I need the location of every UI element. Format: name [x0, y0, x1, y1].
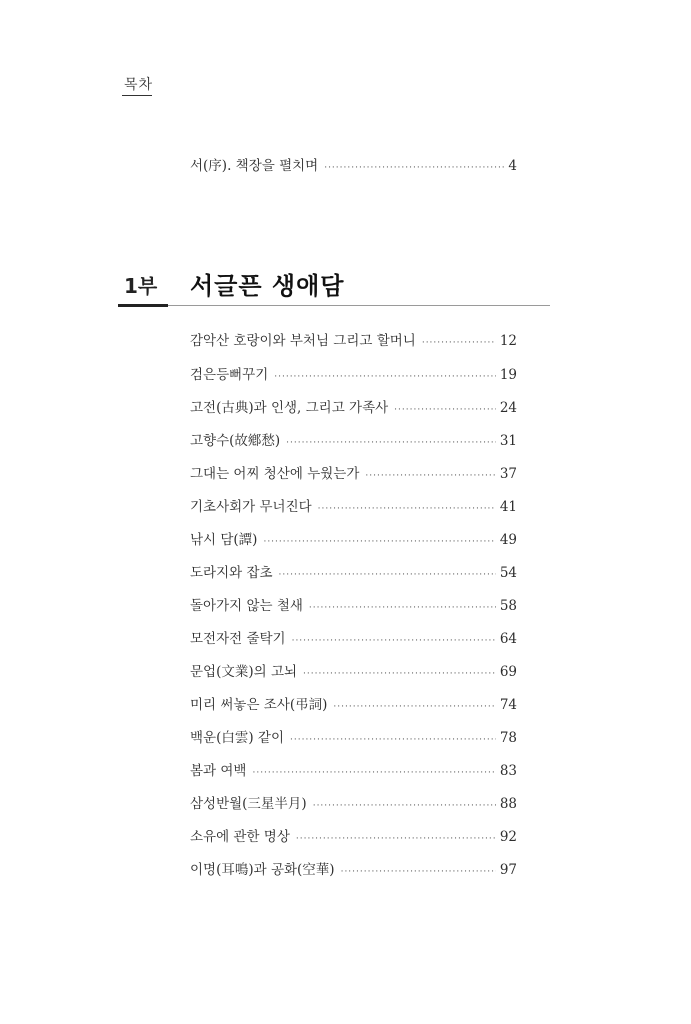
- part-divider-accent: [118, 304, 168, 307]
- toc-entry-title: 낚시 담(譚): [190, 532, 258, 548]
- toc-leader-dots: [313, 797, 496, 815]
- toc-entry[interactable]: [190, 531, 517, 551]
- toc-leader-dots: [279, 566, 496, 584]
- toc-entry-page: 74: [499, 697, 517, 713]
- toc-entry-title: 삼성반월(三星半月): [190, 796, 307, 812]
- toc-leader-dots: [318, 500, 496, 518]
- toc-entry-title: 돌아가지 않는 철새: [190, 598, 303, 614]
- toc-entry-page: 4: [508, 158, 517, 174]
- toc-entry-title: 기초사회가 무너진다: [190, 499, 312, 515]
- toc-entry[interactable]: [190, 498, 517, 518]
- toc-leader-dots: [274, 368, 496, 386]
- toc-entry-title: 서(序). 책장을 펼치며: [190, 158, 319, 174]
- toc-entry-title: 소유에 관한 명상: [190, 829, 290, 845]
- toc-entry[interactable]: [190, 399, 517, 419]
- toc-leader-dots: [290, 731, 496, 749]
- toc-leader-dots: [333, 698, 495, 716]
- toc-entry-page: 97: [499, 862, 517, 878]
- toc-entry[interactable]: [190, 762, 517, 782]
- toc-entry[interactable]: [190, 332, 517, 352]
- header-underline: [122, 95, 152, 96]
- toc-entry[interactable]: [190, 861, 517, 881]
- toc-entry-page: 69: [499, 664, 517, 680]
- toc-entry-page: 88: [499, 796, 517, 812]
- toc-entry-page: 41: [499, 499, 517, 515]
- part-number: 1부: [124, 274, 158, 298]
- toc-leader-dots: [422, 334, 496, 352]
- part-divider: [118, 305, 550, 306]
- toc-entry-title: 문업(文業)의 고뇌: [190, 664, 298, 680]
- toc-entry-page: 54: [499, 565, 517, 581]
- toc-leader-dots: [303, 665, 496, 683]
- toc-entry-page: 92: [499, 829, 517, 845]
- toc-entry-title: 고향수(故鄕愁): [190, 433, 281, 449]
- toc-leader-dots: [341, 863, 496, 881]
- toc-entry[interactable]: [190, 828, 517, 848]
- toc-entry-page: 31: [499, 433, 517, 449]
- toc-entry-title: 백운(白雲) 같이: [190, 730, 284, 746]
- toc-entry[interactable]: [190, 465, 517, 485]
- toc-leader-dots: [394, 401, 496, 419]
- toc-entry[interactable]: [190, 366, 517, 386]
- toc-leader-dots: [296, 830, 496, 848]
- toc-entry-page: 78: [499, 730, 517, 746]
- toc-leader-dots: [309, 599, 496, 617]
- toc-entry-page: 37: [499, 466, 517, 482]
- toc-entry-title: 모전자전 줄탁기: [190, 631, 286, 647]
- toc-entry[interactable]: [190, 564, 517, 584]
- toc-entry-page: 49: [499, 532, 517, 548]
- toc-entry-title: 그대는 어찌 청산에 누웠는가: [190, 466, 360, 482]
- toc-entry-title: 검은등뻐꾸기: [190, 367, 269, 383]
- toc-leader-dots: [263, 533, 495, 551]
- toc-entry-title: 고전(古典)과 인생, 그리고 가족사: [190, 400, 389, 416]
- toc-entry[interactable]: [190, 432, 517, 452]
- toc-entry-page: 24: [499, 400, 517, 416]
- toc-entry-title: 도라지와 잡초: [190, 565, 273, 581]
- toc-entry-page: 12: [499, 333, 517, 349]
- toc-entry[interactable]: [190, 696, 517, 716]
- part-title: 서글픈 생애담: [190, 272, 345, 300]
- toc-header-label: 목차: [124, 77, 154, 93]
- toc-entry-page: 83: [499, 763, 517, 779]
- toc-entry[interactable]: [190, 663, 517, 683]
- toc-entry[interactable]: [190, 729, 517, 749]
- toc-entry-page: 19: [499, 367, 517, 383]
- toc-entry-title: 감악산 호랑이와 부처님 그리고 할머니: [190, 333, 416, 349]
- toc-leader-dots: [292, 632, 496, 650]
- toc-leader-dots: [286, 434, 496, 452]
- toc-entry[interactable]: [190, 795, 517, 815]
- toc-entry-preface[interactable]: [190, 157, 517, 177]
- toc-entry-title: 봄과 여백: [190, 763, 247, 779]
- toc-entry-page: 64: [499, 631, 517, 647]
- toc-leader-dots: [365, 467, 495, 485]
- toc-entry-title: 이명(耳鳴)과 공화(空華): [190, 862, 335, 878]
- toc-entry-title: 미리 써놓은 조사(弔詞): [190, 697, 328, 713]
- toc-entry-page: 58: [499, 598, 517, 614]
- toc-entry[interactable]: [190, 630, 517, 650]
- toc-leader-dots: [324, 159, 504, 177]
- toc-entry[interactable]: [190, 597, 517, 617]
- toc-leader-dots: [252, 764, 495, 782]
